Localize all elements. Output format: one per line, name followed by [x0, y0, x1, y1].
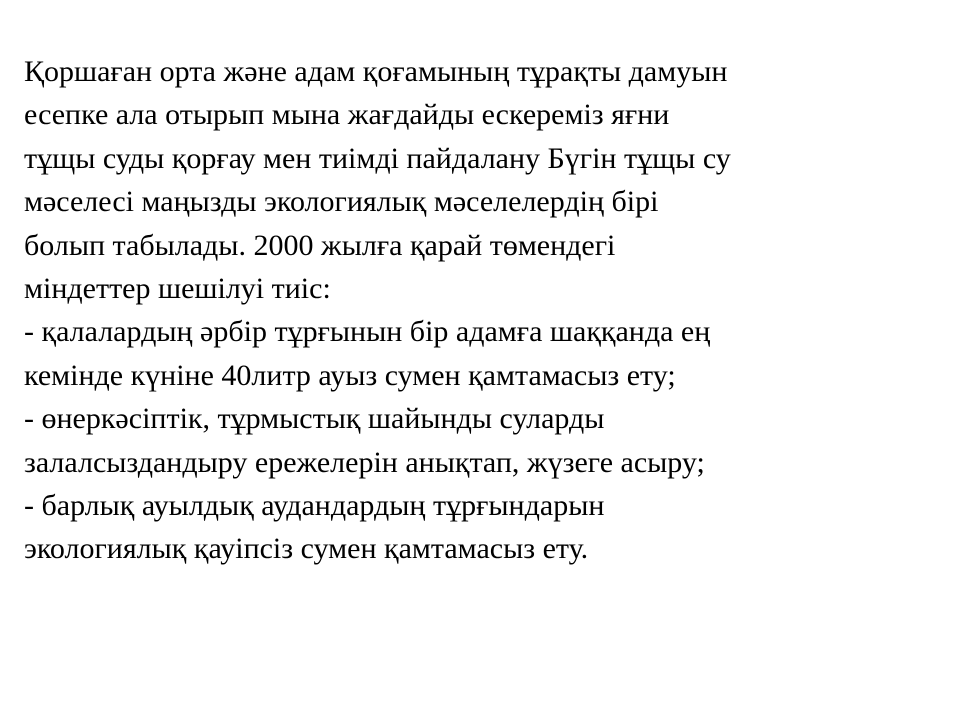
text-line: міндеттер шешілуі тиіс:	[24, 272, 331, 306]
text-line: экологиялық қауіпсіз сумен қамтамасыз ету.	[24, 532, 589, 566]
text-line: есепке ала отырып мына жағдайды ескереміз яғни	[24, 98, 670, 132]
list-item: - өнеркәсіптік, тұрмыстық шайынды суларды	[24, 402, 605, 436]
text-line: кемінде күніне 40литр ауыз сумен қамтамасыз ету;	[24, 358, 676, 392]
text-line: Қоршаған орта және адам қоғамының тұрақты дамуын	[24, 55, 728, 88]
body-text	[24, 50, 936, 571]
list-item: - барлық ауылдық аудандардың тұрғындарын	[24, 489, 605, 523]
text-line: залалсыздандыру ережелерін анықтап, жүзеге асыру;	[24, 445, 705, 479]
text-line: мәселесі маңызды экологиялық мәселелердің бірі	[24, 185, 659, 219]
text-line: болып табылады. 2000 жылға қарай төмендегі	[24, 228, 616, 262]
text-line: тұщы суды қорғау мен тиімді пайдалану Бүгін тұщы су	[24, 141, 731, 175]
list-item: - қалалардың әрбір тұрғынын бір адамға шаққанда ең	[24, 315, 711, 349]
